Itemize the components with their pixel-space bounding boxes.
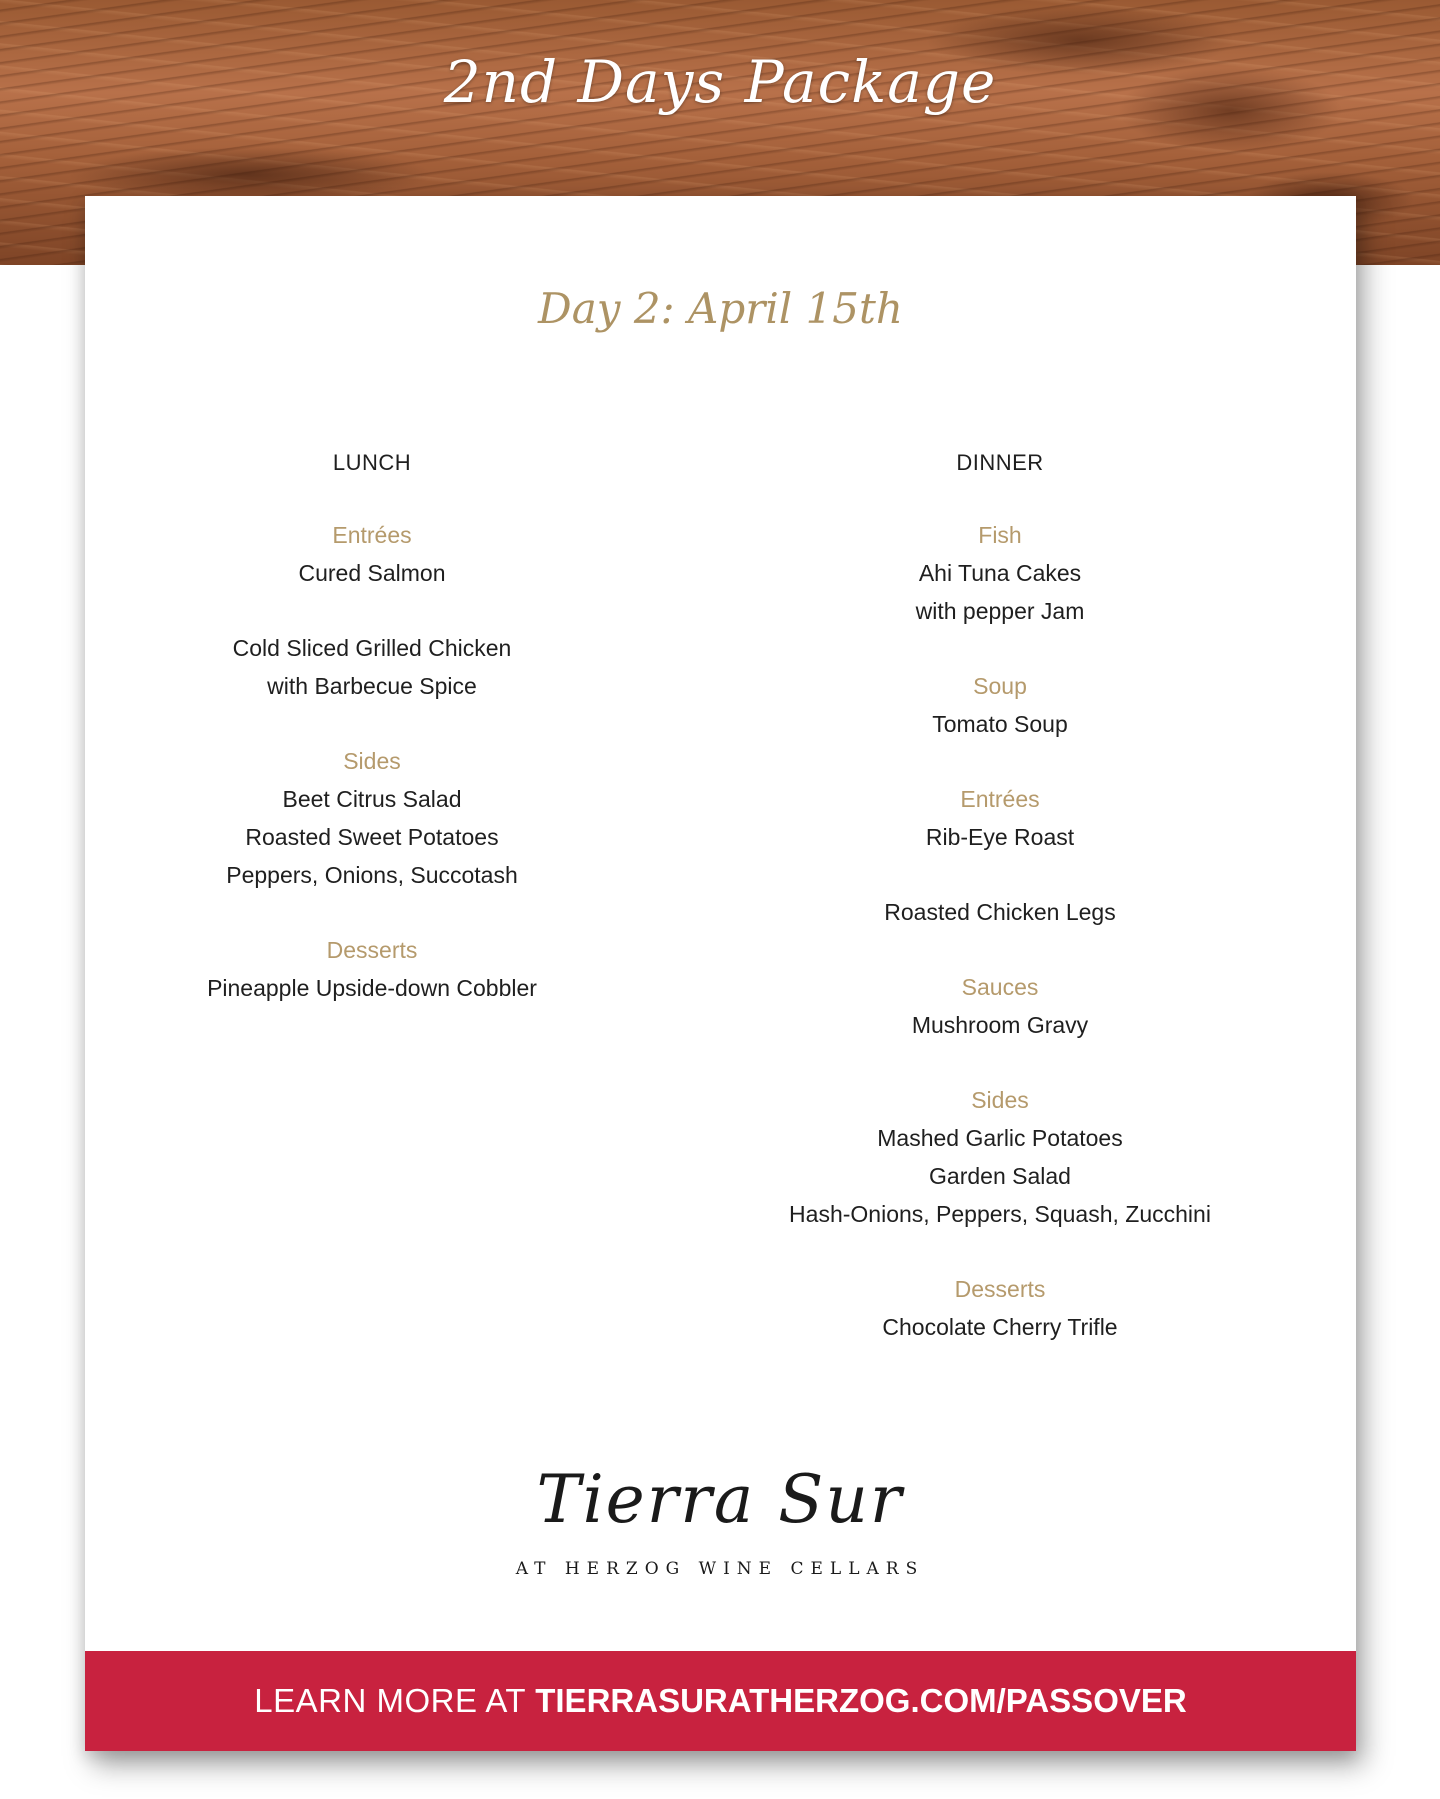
menu-item: Ahi Tuna Cakes <box>918 560 1082 586</box>
section-label: Entrées <box>960 786 1040 812</box>
learn-more-banner[interactable] <box>85 1651 1356 1751</box>
menu-item: Rib-Eye Roast <box>925 824 1075 850</box>
lunch-heading: LUNCH <box>332 450 412 475</box>
dinner-section-desserts <box>705 1270 1295 1346</box>
menu-item: Pineapple Upside-down Cobbler <box>207 975 537 1001</box>
section-label: Entrées <box>332 522 412 548</box>
menu-item: Peppers, Onions, Succotash <box>226 862 518 888</box>
dinner-section-sauces <box>705 968 1295 1044</box>
dinner-section-fish <box>705 516 1295 630</box>
dinner-section-entrees <box>705 780 1295 931</box>
lunch-section-desserts <box>172 931 572 1007</box>
menu-item: Beet Citrus Salad <box>282 786 462 812</box>
section-label: Sides <box>343 748 401 774</box>
menu-item: Cured Salmon <box>298 560 446 586</box>
menu-item: Garden Salad <box>929 1163 1071 1189</box>
footer-url-link[interactable]: TIERRASURATHERZOG.COM/PASSOVER <box>535 1682 1187 1719</box>
section-label: Soup <box>973 673 1027 699</box>
logo-script: Tierra Sur <box>536 1461 904 1538</box>
menu-item: Roasted Chicken Legs <box>884 899 1116 925</box>
dinner-section-soup <box>705 667 1295 743</box>
dinner-section-sides <box>705 1081 1295 1233</box>
section-label: Sides <box>971 1087 1029 1113</box>
dinner-column <box>705 444 1295 1383</box>
menu-item: with Barbecue Spice <box>267 673 477 699</box>
section-label: Desserts <box>954 1276 1046 1302</box>
menu-item: Cold Sliced Grilled Chicken <box>232 635 512 661</box>
menu-item: Mushroom Gravy <box>911 1012 1089 1038</box>
menu-item: Roasted Sweet Potatoes <box>245 824 499 850</box>
menu-item: Chocolate Cherry Trifle <box>882 1314 1118 1340</box>
menu-item: Mashed Garlic Potatoes <box>877 1125 1123 1151</box>
logo-subtitle: AT HERZOG WINE CELLARS <box>515 1559 925 1579</box>
lunch-section-sides <box>172 742 572 894</box>
menu-card <box>85 196 1356 1751</box>
menu-item: with pepper Jam <box>915 598 1085 624</box>
menu-item: Tomato Soup <box>932 711 1068 737</box>
section-label: Sauces <box>961 974 1039 1000</box>
dinner-heading: DINNER <box>956 450 1044 475</box>
menu-item: Hash-Onions, Peppers, Squash, Zucchini <box>789 1201 1211 1227</box>
footer-lead-text: LEARN MORE AT <box>254 1682 527 1719</box>
day-title: Day 2: April 15th <box>538 284 903 333</box>
lunch-column <box>172 444 572 1044</box>
lunch-section-entrees <box>172 516 572 705</box>
tierra-sur-logo <box>490 1461 950 1596</box>
section-label: Fish <box>978 522 1022 548</box>
section-label: Desserts <box>326 937 418 963</box>
package-title: 2nd Days Package <box>443 48 997 116</box>
